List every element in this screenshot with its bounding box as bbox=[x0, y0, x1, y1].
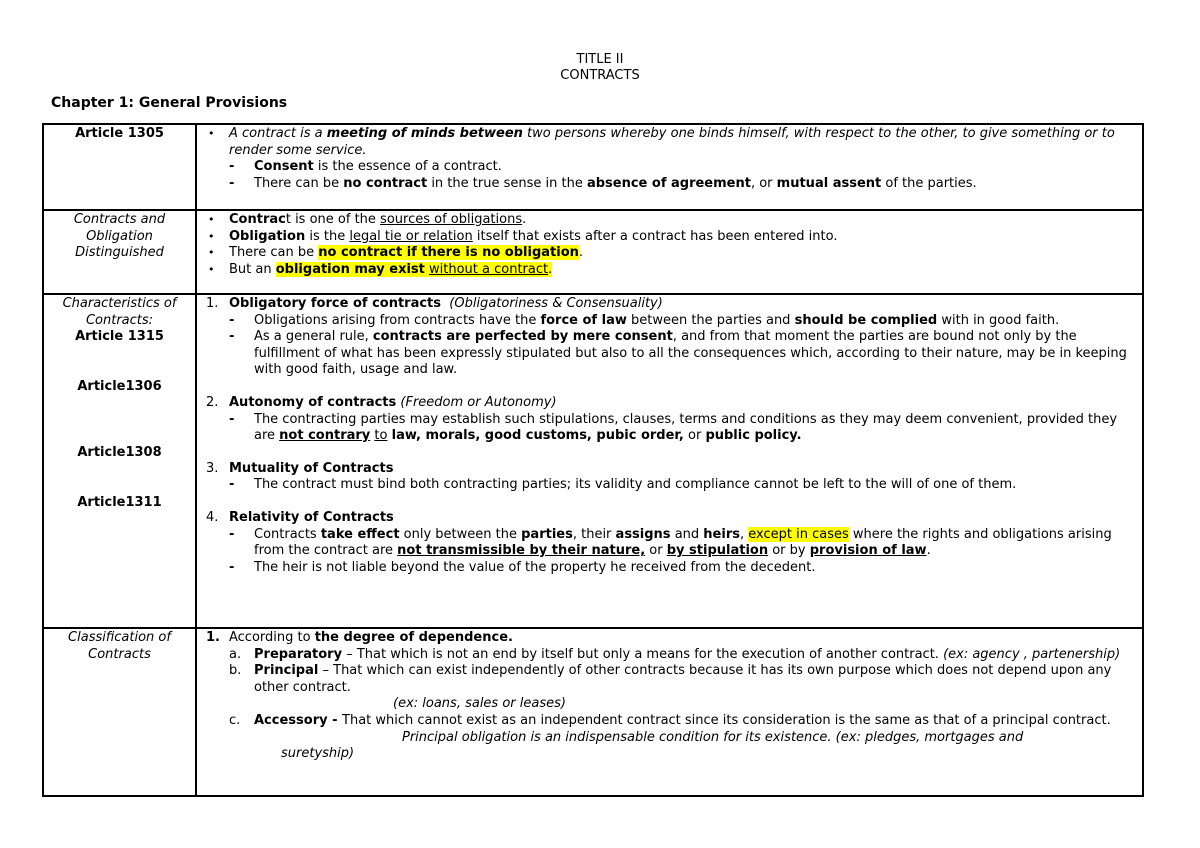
table-row bbox=[43, 294, 1143, 628]
section-label: Contracts and Obligation Distinguished bbox=[73, 212, 166, 261]
row-content-cell bbox=[196, 294, 1143, 628]
list-item: • Contract is one of the sources of obligations. bbox=[203, 212, 1136, 229]
list-item: - Obligations arising from contracts have the force of law between the parties and should be complied with in good faith. bbox=[203, 313, 1136, 330]
row-label-cell bbox=[43, 628, 196, 796]
list-item: - As a general rule, contracts are perfected by mere consent, and from that moment the parties are bound not only by the fulfillment of what has been expressly stipulated but also to all the consequences which, according to their nature, may be in keeping with good faith, usage and law. bbox=[203, 329, 1136, 379]
list-item: 1. Obligatory force of contracts (Obligatoriness & Consensuality) bbox=[206, 296, 663, 311]
list-item: - The heir is not liable beyond the value of the property he received from the decedent. bbox=[203, 560, 1136, 577]
dash-icon: - bbox=[229, 559, 235, 575]
list-item: • Obligation is the legal tie or relation itself that exists after a contract has been entered into. bbox=[203, 229, 1136, 246]
list-item: 3. Mutuality of Contracts bbox=[206, 460, 394, 476]
article-label: Article 1305 bbox=[75, 126, 164, 141]
row-content-cell bbox=[196, 210, 1143, 294]
article-label: Article1311 bbox=[77, 494, 162, 510]
list-item: - The contract must bind both contracting parties; its validity and compliance cannot be left to the will of one of them. bbox=[203, 477, 1136, 494]
article-label: Article1308 bbox=[77, 445, 162, 461]
list-item: b. Principal – That which can exist independently of other contracts because it has its own purpose which does not depend upon any other contract. bbox=[229, 663, 1112, 695]
dash-icon: - bbox=[229, 526, 235, 542]
table-row bbox=[43, 628, 1143, 796]
row-label-cell bbox=[43, 210, 196, 294]
section-label: Classification of Contracts bbox=[68, 630, 171, 662]
bullet-icon: • bbox=[208, 213, 215, 226]
provisions-table bbox=[42, 123, 1144, 797]
list-item: • There can be no contract if there is no obligation. bbox=[203, 245, 1136, 262]
list-item: • But an obligation may exist without a contract. bbox=[203, 262, 1136, 279]
table-row bbox=[43, 210, 1143, 294]
title-line-2: CONTRACTS bbox=[560, 68, 640, 83]
list-item: c. Accessory - That which cannot exist as an independent contract since its consideration is the same as that of a principal contract. bbox=[229, 712, 1111, 728]
bullet-icon: • bbox=[208, 229, 215, 243]
list-item: 2. Autonomy of contracts (Freedom or Autonomy) bbox=[206, 394, 557, 410]
row-content-cell bbox=[196, 628, 1143, 796]
example-note: (ex: loans, sales or leases) bbox=[393, 696, 566, 712]
bullet-icon: • bbox=[208, 262, 215, 276]
row-label-cell bbox=[43, 124, 196, 210]
dash-icon: - bbox=[229, 411, 235, 427]
dash-icon: - bbox=[229, 477, 235, 493]
bullet-icon: • bbox=[208, 246, 215, 260]
title-line-1: TITLE II bbox=[576, 52, 624, 67]
chapter-heading: Chapter 1: General Provisions bbox=[51, 95, 288, 111]
article-label: Article1306 bbox=[77, 378, 162, 394]
dash-icon: - bbox=[229, 159, 235, 175]
list-item: 1. According to the degree of dependence. bbox=[206, 630, 513, 645]
row-content-cell bbox=[196, 124, 1143, 210]
list-item: • A contract is a meeting of minds between two persons whereby one binds himself, with respect to the other, to give something or to render some service. bbox=[203, 126, 1136, 159]
list-item: - Contracts take effect only between the parties, their assigns and heirs, except in cases where the rights and obligations arising from the contract are not transmissible by their nature, or by stipulation or by provision of law. bbox=[203, 527, 1136, 560]
bullet-icon: • bbox=[208, 127, 215, 140]
row-label-cell bbox=[43, 294, 196, 628]
list-item: - Consent is the essence of a contract. bbox=[203, 159, 1136, 176]
dash-icon: - bbox=[229, 329, 235, 345]
list-item: a. Preparatory – That which is not an end by itself but only a means for the execution of another contract. (ex: agency , partenership) bbox=[229, 646, 1121, 662]
list-item: - There can be no contract in the true sense in the absence of agreement, or mutual assent of the parties. bbox=[203, 176, 1136, 193]
dash-icon: - bbox=[229, 312, 235, 328]
article-label: Article 1315 bbox=[75, 329, 164, 345]
table-row bbox=[43, 124, 1143, 210]
list-item: 4. Relativity of Contracts bbox=[206, 509, 394, 525]
dash-icon: - bbox=[229, 175, 235, 191]
section-label: Characteristics of Contracts: bbox=[62, 296, 177, 328]
principal-note: Principal obligation is an indispensable condition for its existence. (ex: pledges, mortgages and suretyship) bbox=[281, 729, 1024, 762]
list-item: - The contracting parties may establish such stipulations, clauses, terms and conditions as they may deem convenient, provided they are not contrary to law, morals, good customs, pubic order, or public policy. bbox=[203, 412, 1136, 445]
